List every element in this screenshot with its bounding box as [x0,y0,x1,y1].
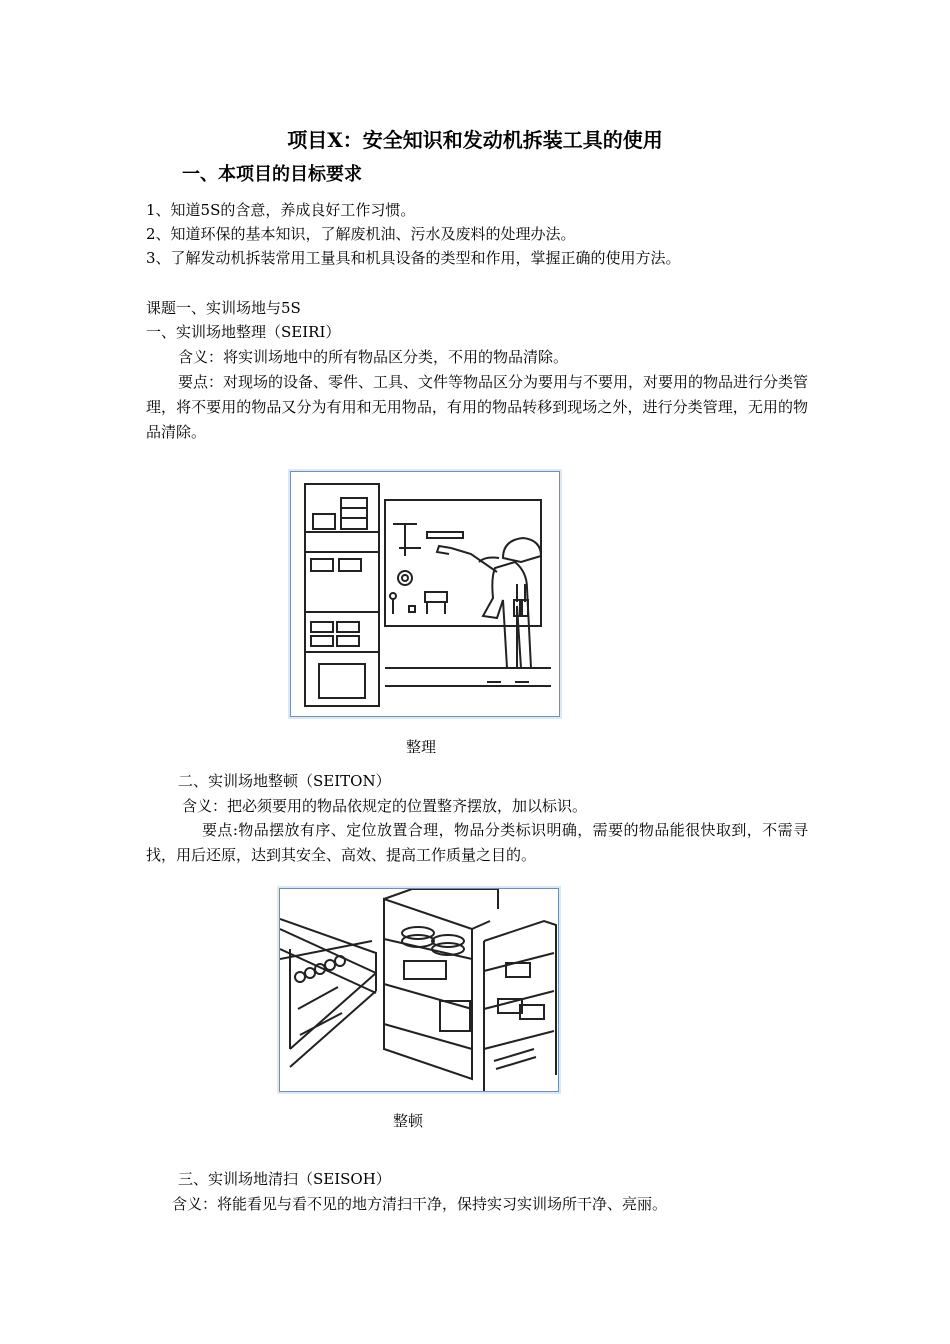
goal-item: 2、知道环保的基本知识，了解废机油、污水及废料的处理办法。 [146,225,576,243]
seiton-meaning: 含义：把必须要用的物品依规定的位置整齐摆放，加以标识。 [182,797,588,815]
seiton-heading: 二、实训场地整顿（SEITON） [178,772,391,790]
worker-sorting-tools-image [291,472,559,716]
organized-shelves-image [280,889,558,1091]
goal-item: 1、知道5S的含意，养成良好工作习惯。 [146,201,416,219]
seiri-meaning: 含义：将实训场地中的所有物品区分类，不用的物品清除。 [178,348,569,366]
goal-item: 3、了解发动机拆装常用工量具和机具设备的类型和作用，掌握正确的使用方法。 [146,249,681,267]
seiton-caption: 整顿 [393,1112,424,1130]
seiso-meaning: 含义：将能看见与看不见的地方清扫干净，保持实习实训场所干净、亮丽。 [172,1195,668,1213]
topic-title: 课题一、实训场地与5S [146,299,301,317]
seiton-points: 要点:物品摆放有序、定位放置合理，物品分类标识明确，需要的物品能很快取到，不需寻找，用后还原，达到其安全、高效、提高工作质量之目的。 [146,821,808,864]
seiri-caption: 整理 [406,738,437,756]
seiri-points: 要点：对现场的设备、零件、工具、文件等物品区分为要用与不要用，对要用的物品进行分类管理，将不要用的物品又分为有用和无用物品，有用的物品转移到现场之外，进行分类管理，无用的物品清除。 [146,373,809,441]
page-title: 项目X：安全知识和发动机拆装工具的使用 [287,128,663,152]
seiri-illustration [290,471,560,717]
seiso-heading: 三、实训场地清扫（SEISOH） [178,1170,391,1188]
seiri-heading: 一、实训场地整理（SEIRI） [146,323,341,341]
seiton-illustration [279,888,559,1092]
section-heading-goals: 一、本项目的目标要求 [182,164,362,185]
